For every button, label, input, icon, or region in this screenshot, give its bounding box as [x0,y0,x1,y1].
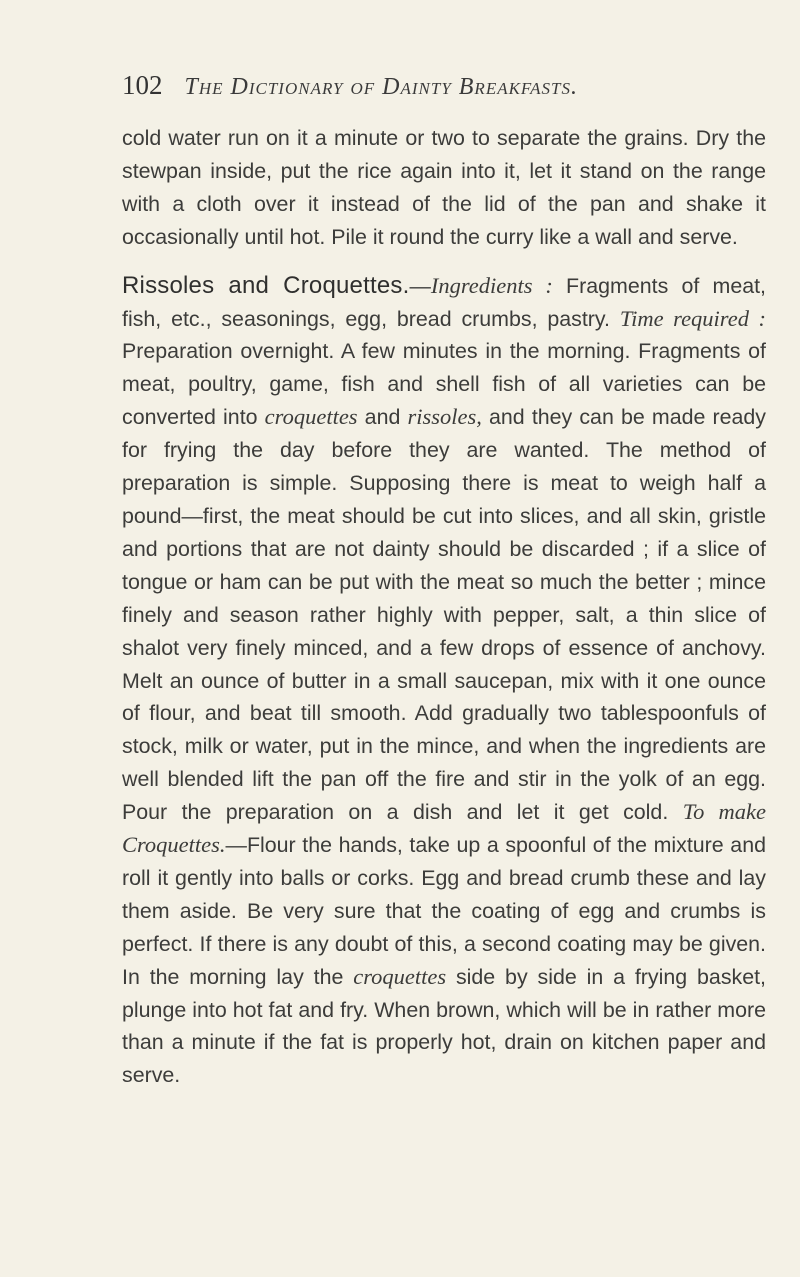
paragraph-gap [122,254,766,270]
croquettes-term: croquettes [353,963,447,989]
time-required-label: Time required : [619,305,766,331]
ingredients-label: Ingredients : [430,272,553,298]
running-head [122,70,762,110]
page-number: 102 [122,70,163,100]
running-title: The Dictionary of Dainty Breakfasts. [184,74,578,100]
rissoles-term: rissoles, [407,404,482,430]
text-segment: — [409,273,431,298]
croquettes-term: croquettes [264,404,358,430]
recipe-heading: Rissoles and Croquettes. [122,271,410,299]
text-segment: —Flour the hands, take up a spoonful of the mixture and roll it gently into balls or corks. Egg and bread crumb these and lay them aside. Be very sure that the coating of egg and crumbs is perfect. If there is any doubt of this, a second coating may be given. In the morning lay the [122,833,766,989]
text-segment: side by side in a frying basket, plunge into hot fat and fry. When brown, which will be in rather more than a minute if the fat is properly hot, drain on kitchen paper and serve. [122,964,766,1088]
paragraph-continuation: cold water run on it a minute or two to separate the grains. Dry the stewpan inside, put the rice again into it, let it stand on the range with a cloth over it instead of the lid of the pan and shake it occasionally until hot. Pile it round the curry like a wall and serve. [122,126,766,249]
text-segment: and [357,405,408,430]
to-make-croquettes-subheading: To make Croquettes. [122,799,767,858]
body-text [122,122,766,1092]
text-segment: Preparation overnight. A few minutes in the morning. Fragments of meat, poultry, game, fish and shell fish of all varieties can be converted into [122,339,766,430]
text-segment: Fragments of meat, fish, etc., seasonings, egg, bread crumbs, pastry. [122,273,766,331]
text-segment: and they can be made ready for frying the day before they are wanted. The method of preparation is simple. Supposing there is meat to weigh half a pound—first, the meat should be cut into slices, and all skin, gristle and portions that are not dainty should be discarded ; if a slice of tongue or ham can be put with the meat so much the better ; mince finely and season rather highly with pepper, salt, a thin slice of shalot very finely minced, and a few drops of essence of anchovy. Melt an ounce of butter in a small saucepan, mix with it one ounce of flour, and beat till smooth. Add gradually two tablespoonfuls of stock, milk or water, put in the mince, and when the ingredients are well blended lift the pan off the fire and stir in the yolk of an egg. Pour the preparation on a dish and let it get cold. [122,405,767,825]
recipe-paragraph [122,270,766,1093]
